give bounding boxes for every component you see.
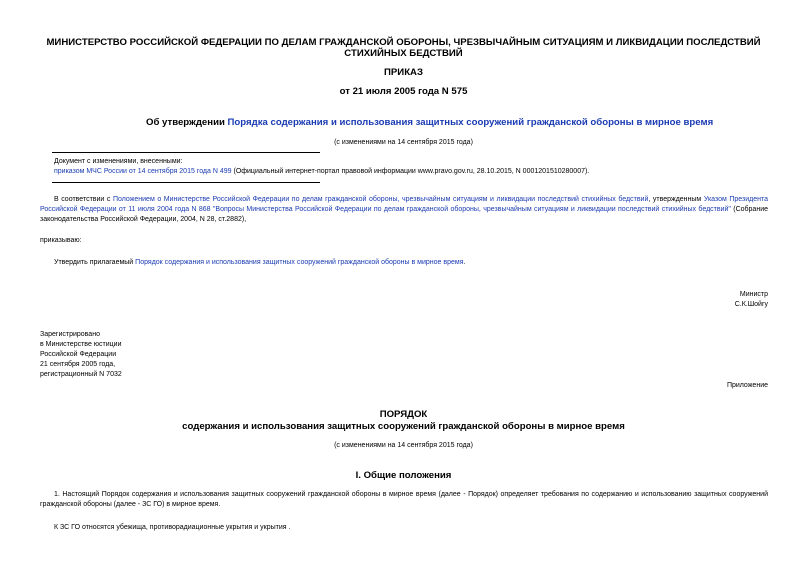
changes-entry [54,167,589,177]
appendix-title: ПОРЯДОК [379,409,428,420]
registration-line-2: в Министерстве юстиции [40,341,122,348]
section-paragraph-2: К ЗС ГО относятся убежища, противорадиационные укрытия и укрытия . [54,524,291,531]
approve-link[interactable]: Порядок содержания и использования защитных сооружений гражданской обороны в мирное время [135,259,464,266]
order-word: приказываю: [40,237,82,244]
appendix-subtitle: содержания и использования защитных сооружений гражданской обороны в мирное время [182,421,625,432]
changes-label: Документ с изменениями, внесенными: [54,158,183,165]
registration-line-1: Зарегистрировано [40,331,100,338]
preamble-link-regulation[interactable]: Положением о Министерстве Российской Федерации по делам гражданской обороны, чрезвычайным ситуациям и ликвидации последствий стихийных бедствий [112,196,649,203]
section-heading: I. Общие положения [355,470,452,481]
approve-text-2: . [463,259,466,266]
approve-text-1: Утвердить прилагаемый [54,259,136,266]
preamble [40,195,768,225]
changes-rest: (Официальный интернет-портал правовой информации www.pravo.gov.ru, 28.10.2015, N 0001201510280007). [231,168,590,175]
registration-line-3: Российской Федерации [40,351,117,358]
signature-name: С.К.Шойгу [734,301,768,308]
changes-link[interactable]: приказом МЧС России от 14 сентября 2015 года N 499 [54,168,232,175]
approve-paragraph [54,258,465,268]
registration-line-4: 21 сентября 2005 года, [40,361,116,368]
changes-top-rule [52,152,320,153]
doc-type: ПРИКАЗ [384,67,423,78]
registration-block [40,330,122,380]
ministry-header: МИНИСТЕРСТВО РОССИЙСКОЙ ФЕДЕРАЦИИ ПО ДЕЛАМ ГРАЖДАНСКОЙ ОБОРОНЫ, ЧРЕЗВЫЧАЙНЫМ СИТУАЦИЯМ И ЛИКВИДАЦИИ ПОСЛЕДСТВИЙ СТИХИЙНЫХ БЕДСТВИЙ [46,37,761,59]
preamble-text-3: (Собрание законодательства Российской Федерации, 2004, N 28, ст.2882), [40,206,768,223]
changes-bottom-rule [52,182,320,183]
doc-title [146,117,713,128]
preamble-text-2: , утвержденным [648,196,704,203]
doc-date-number: от 21 июля 2005 года N 575 [339,86,468,97]
section-paragraph-1: 1. Настоящий Порядок содержания и использования защитных сооружений гражданской обороны в мирное время (далее - Порядок) определяет требования по содержанию и использованию защитных сооружений гражданской обороны (далее - ЗС ГО) в мирное время. [40,491,768,508]
preamble-link-decree[interactable]: Указом Президента Российской Федерации от 11 июля 2004 года N 868 "Вопросы Министерства Российской Федерации по делам гражданской обороны, чрезвычайным ситуациям и ликвидации последствий стихийных бедствий" [40,196,769,213]
signature-position: Министр [739,291,768,298]
appendix-label: Приложение [726,382,768,389]
amend-note: (с изменениями на 14 сентября 2015 года) [334,139,473,146]
registration-line-5: регистрационный N 7032 [40,371,122,378]
doc-title-prefix: Об утверждении [146,117,228,128]
preamble-text-1: В соответствии с [54,196,113,203]
doc-title-link[interactable]: Порядка содержания и использования защитных сооружений гражданской обороны в мирное время [227,117,714,128]
appendix-amend-note: (с изменениями на 14 сентября 2015 года) [334,442,473,449]
signature [735,290,768,310]
